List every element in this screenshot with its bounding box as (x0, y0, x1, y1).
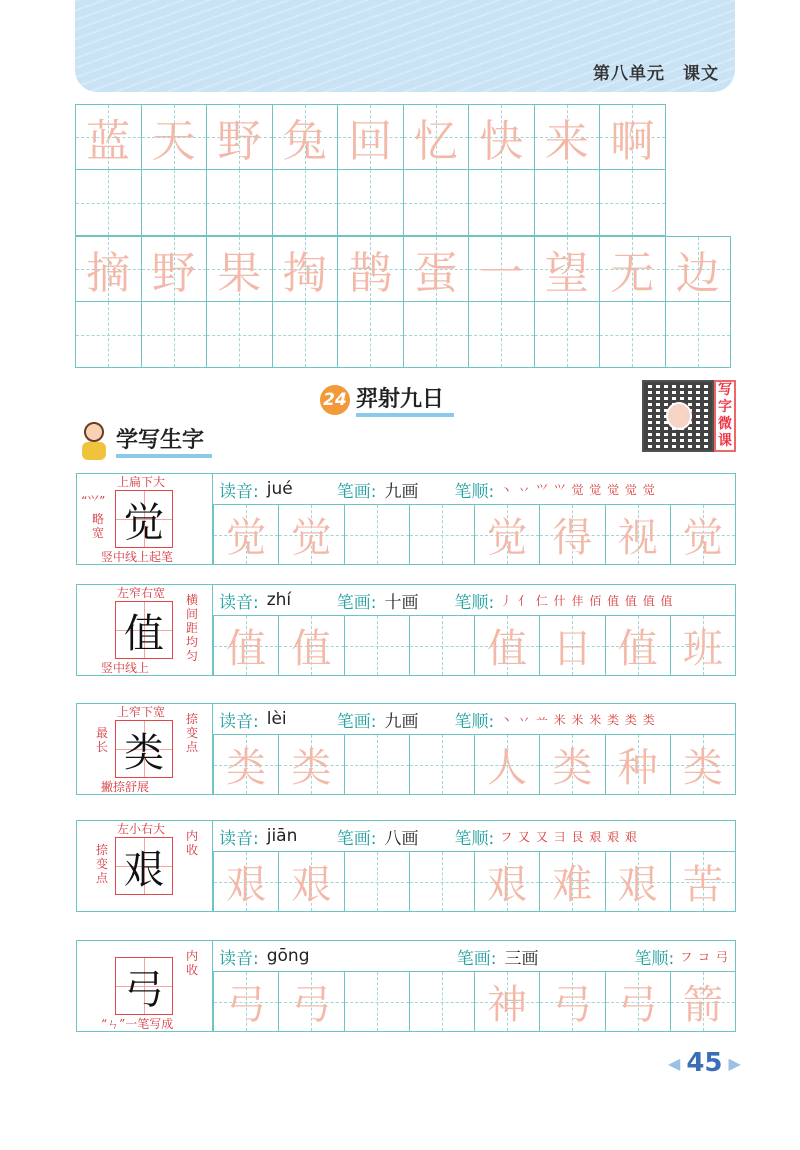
character-block (76, 940, 736, 1032)
grid-cell (273, 237, 339, 368)
writing-cell[interactable] (338, 170, 403, 235)
stroke-order-value: 丶 丷 䒑 米 米 米 类 类 类 (500, 712, 656, 727)
trace-char: 快 (479, 116, 524, 167)
section-name: 课文 (683, 64, 719, 84)
writing-cell[interactable] (273, 302, 338, 367)
practice-char: 难 (552, 862, 593, 908)
grid-cell (600, 237, 666, 368)
lesson-number: 24 (320, 385, 350, 415)
stroke-order-value: 丿 亻 仁 什 仹 佰 值 值 值 值 (500, 593, 674, 608)
practice-cell[interactable] (670, 505, 735, 564)
note-top: 左小右大 (117, 822, 166, 836)
practice-cell[interactable] (213, 735, 278, 794)
practice-char: 艰 (617, 862, 658, 908)
character-block (76, 820, 736, 912)
practice-cell[interactable] (409, 616, 474, 675)
practice-cell[interactable] (474, 972, 539, 1031)
practice-char: 班 (682, 626, 723, 672)
writing-cell[interactable] (404, 170, 469, 235)
writing-cell[interactable] (666, 302, 731, 367)
stroke-count-label: 笔画: (336, 481, 377, 502)
practice-cell[interactable] (409, 505, 474, 564)
pinyin-value: jué (266, 479, 293, 499)
char-info (213, 585, 735, 615)
practice-cell[interactable] (278, 616, 343, 675)
practice-cell[interactable] (539, 735, 604, 794)
grid-cell (338, 105, 404, 236)
practice-char: 艰 (487, 862, 528, 908)
trace-char: 掏 (282, 248, 327, 299)
practice-row (213, 615, 735, 675)
model-char: 弓 (115, 957, 173, 1015)
character-block (76, 473, 736, 565)
writing-cell[interactable] (535, 170, 600, 235)
pinyin-value: gōng (266, 946, 310, 966)
stroke-count-label: 笔画: (336, 711, 377, 732)
pinyin-label: 读音: (219, 948, 259, 969)
stroke-order-label: 笔顺: (454, 711, 495, 732)
practice-cell[interactable] (409, 852, 474, 911)
grid-cell (142, 105, 208, 236)
grid-cell (600, 105, 666, 236)
writing-cell[interactable] (273, 170, 338, 235)
practice-row (213, 504, 735, 564)
trace-char: 啊 (610, 116, 655, 167)
practice-char: 值 (226, 626, 267, 672)
character-block (76, 703, 736, 795)
note-right: 内收 (185, 949, 198, 977)
trace-char: 野 (217, 116, 262, 167)
practice-char: 得 (552, 515, 593, 561)
trace-char: 忆 (413, 116, 458, 167)
trace-char: 果 (217, 248, 262, 299)
practice-char: 类 (552, 745, 593, 791)
practice-char: 视 (617, 515, 658, 561)
pinyin-label: 读音: (219, 592, 259, 613)
page-number-value: 45 (686, 1048, 723, 1078)
writing-cell[interactable] (76, 170, 141, 235)
practice-cell[interactable] (605, 505, 670, 564)
vocab-grid-1 (75, 104, 666, 236)
stroke-count-value: 九画 (384, 711, 419, 732)
grid-cell (535, 237, 601, 368)
practice-cell[interactable] (670, 972, 735, 1031)
char-guide (77, 704, 213, 794)
pinyin-label: 读音: (219, 481, 259, 502)
grid-cell (142, 237, 208, 368)
grid-cell (535, 105, 601, 236)
practice-char: 觉 (291, 515, 332, 561)
practice-char: 类 (226, 745, 267, 791)
practice-cell[interactable] (213, 972, 278, 1031)
trace-char: 鹊 (348, 248, 393, 299)
trace-char: 蛋 (413, 248, 458, 299)
model-char: 觉 (115, 490, 173, 548)
teacher-avatar-icon (666, 402, 692, 430)
trace-char: 回 (348, 116, 393, 167)
trace-char: 望 (544, 248, 589, 299)
grid-cell (338, 237, 404, 368)
pinyin-value: lèi (266, 709, 287, 729)
practice-cell[interactable] (474, 505, 539, 564)
practice-cell[interactable] (474, 616, 539, 675)
grid-cell (469, 105, 535, 236)
unit-label (593, 59, 719, 84)
practice-char: 弓 (291, 982, 332, 1028)
practice-cell[interactable] (605, 616, 670, 675)
practice-cell[interactable] (278, 505, 343, 564)
trace-char: 天 (151, 116, 196, 167)
practice-cell[interactable] (605, 735, 670, 794)
practice-cell[interactable] (213, 852, 278, 911)
practice-char: 弓 (617, 982, 658, 1028)
grid-cell (207, 237, 273, 368)
stroke-order-value: 丶 丷 𭕄 ⺍ 觉 觉 觉 觉 觉 (500, 482, 656, 497)
practice-cell[interactable] (344, 972, 409, 1031)
note-left: 最长 (95, 726, 108, 754)
practice-cell[interactable] (670, 852, 735, 911)
stroke-count-value: 九画 (384, 481, 419, 502)
model-char: 值 (115, 601, 173, 659)
section-heading (76, 418, 212, 462)
grid-cell (666, 237, 732, 368)
model-char: 类 (115, 720, 173, 778)
practice-cell[interactable] (539, 972, 604, 1031)
vocab-grid-2 (75, 236, 731, 368)
writing-cell[interactable] (600, 302, 665, 367)
note-left: 捺变点 (95, 843, 108, 885)
next-page-icon[interactable]: ▶ (728, 1053, 741, 1073)
prev-page-icon[interactable]: ◀ (668, 1053, 681, 1073)
character-block (76, 584, 736, 676)
note-top: 上扁下大 (117, 475, 166, 489)
practice-cell[interactable] (344, 616, 409, 675)
writing-cell[interactable] (535, 302, 600, 367)
kid-mascot-icon (76, 418, 112, 462)
char-info (213, 474, 735, 504)
writing-cell[interactable] (76, 302, 141, 367)
practice-char: 觉 (226, 515, 267, 561)
writing-cell[interactable] (600, 170, 665, 235)
note-bottom: 竖中线上 (101, 661, 150, 675)
practice-row (213, 851, 735, 911)
stroke-order-label: 笔顺: (454, 592, 495, 613)
practice-char: 值 (291, 626, 332, 672)
trace-char: 兔 (282, 116, 327, 167)
practice-char: 人 (487, 745, 528, 791)
note-bottom: 竖中线上起笔 (101, 550, 174, 564)
practice-cell[interactable] (278, 972, 343, 1031)
stroke-order-value: フ コ 弓 (680, 949, 729, 964)
stroke-count-label: 笔画: (336, 828, 377, 849)
note-right: 捺变点 (185, 712, 198, 754)
char-guide (77, 585, 213, 675)
practice-cell[interactable] (539, 616, 604, 675)
trace-char: 野 (151, 248, 196, 299)
practice-char: 艰 (226, 862, 267, 908)
trace-char: 蓝 (86, 116, 131, 167)
practice-cell[interactable] (278, 852, 343, 911)
practice-char: 苦 (682, 862, 723, 908)
model-char: 艰 (115, 837, 173, 895)
practice-char: 神 (487, 982, 528, 1028)
practice-char: 箭 (682, 982, 723, 1028)
practice-char: 艰 (291, 862, 332, 908)
char-guide (77, 941, 213, 1031)
practice-row (213, 971, 735, 1031)
unit-name: 第八单元 (593, 64, 665, 84)
grid-cell (404, 105, 470, 236)
practice-cell[interactable] (539, 852, 604, 911)
practice-char: 值 (617, 626, 658, 672)
practice-cell[interactable] (670, 616, 735, 675)
practice-row (213, 734, 735, 794)
practice-cell[interactable] (605, 852, 670, 911)
practice-cell[interactable] (539, 505, 604, 564)
practice-char: 弓 (226, 982, 267, 1028)
practice-cell[interactable] (213, 616, 278, 675)
practice-char: 种 (617, 745, 658, 791)
trace-char: 来 (544, 116, 589, 167)
note-bottom: “ㄣ”一笔写成 (101, 1017, 174, 1031)
pinyin-value: zhí (266, 590, 292, 610)
note-top: 左窄右宽 (117, 586, 166, 600)
practice-cell[interactable] (278, 735, 343, 794)
micro-lesson-tag[interactable]: 写字微课 (714, 380, 736, 452)
stroke-order-label: 笔顺: (454, 481, 495, 502)
practice-cell[interactable] (605, 972, 670, 1031)
char-info (213, 941, 735, 971)
grid-cell (76, 105, 142, 236)
practice-cell[interactable] (670, 735, 735, 794)
grid-cell (207, 105, 273, 236)
grid-cell (273, 105, 339, 236)
note-bottom: 撇捺舒展 (101, 780, 150, 794)
writing-cell[interactable] (207, 302, 272, 367)
practice-cell[interactable] (409, 735, 474, 794)
writing-cell[interactable] (469, 170, 534, 235)
note-top: 上窄下宽 (117, 705, 166, 719)
trace-char: 边 (675, 248, 720, 299)
stroke-count-label: 笔画: (456, 948, 497, 969)
writing-cell[interactable] (142, 170, 207, 235)
pinyin-value: jiān (266, 826, 298, 846)
trace-char: 摘 (86, 248, 131, 299)
pinyin-label: 读音: (219, 711, 259, 732)
lesson-title (320, 382, 454, 417)
note-right: 内收 (185, 829, 198, 857)
lesson-name: 羿射九日 (356, 382, 454, 417)
note-right: 横间距均匀 (185, 593, 198, 663)
pinyin-label: 读音: (219, 828, 259, 849)
grid-cell (404, 237, 470, 368)
practice-char: 觉 (487, 515, 528, 561)
practice-char: 类 (291, 745, 332, 791)
practice-cell[interactable] (344, 735, 409, 794)
practice-cell[interactable] (344, 852, 409, 911)
practice-cell[interactable] (344, 505, 409, 564)
writing-cell[interactable] (469, 302, 534, 367)
writing-cell[interactable] (207, 170, 272, 235)
note-left-1: “⺍” (81, 494, 106, 508)
trace-char: 一 (479, 248, 524, 299)
practice-char: 值 (487, 626, 528, 672)
stroke-order-value: フ 又 又 ⺕ 艮 艰 艰 艰 (500, 829, 638, 844)
stroke-count-value: 十画 (384, 592, 419, 613)
practice-cell[interactable] (474, 852, 539, 911)
note-left-2: 略宽 (91, 512, 104, 540)
writing-cell[interactable] (404, 302, 469, 367)
practice-char: 弓 (552, 982, 593, 1028)
stroke-count-value: 八画 (384, 828, 419, 849)
grid-cell (76, 237, 142, 368)
stroke-order-label: 笔顺: (454, 828, 495, 849)
section-title: 学写生字 (116, 423, 212, 458)
trace-char: 无 (610, 248, 655, 299)
grid-cell (469, 237, 535, 368)
char-guide (77, 821, 213, 911)
practice-char: 日 (552, 626, 593, 672)
writing-cell[interactable] (338, 302, 403, 367)
practice-cell[interactable] (213, 505, 278, 564)
writing-cell[interactable] (142, 302, 207, 367)
top-banner (75, 0, 735, 92)
stroke-count-label: 笔画: (336, 592, 377, 613)
page-number (668, 1048, 741, 1078)
stroke-count-value: 三画 (504, 948, 539, 969)
char-info (213, 704, 735, 734)
char-info (213, 821, 735, 851)
char-guide (77, 474, 213, 564)
practice-cell[interactable] (409, 972, 474, 1031)
practice-char: 觉 (682, 515, 723, 561)
stroke-order-label: 笔顺: (634, 948, 675, 969)
practice-char: 类 (682, 745, 723, 791)
practice-cell[interactable] (474, 735, 539, 794)
